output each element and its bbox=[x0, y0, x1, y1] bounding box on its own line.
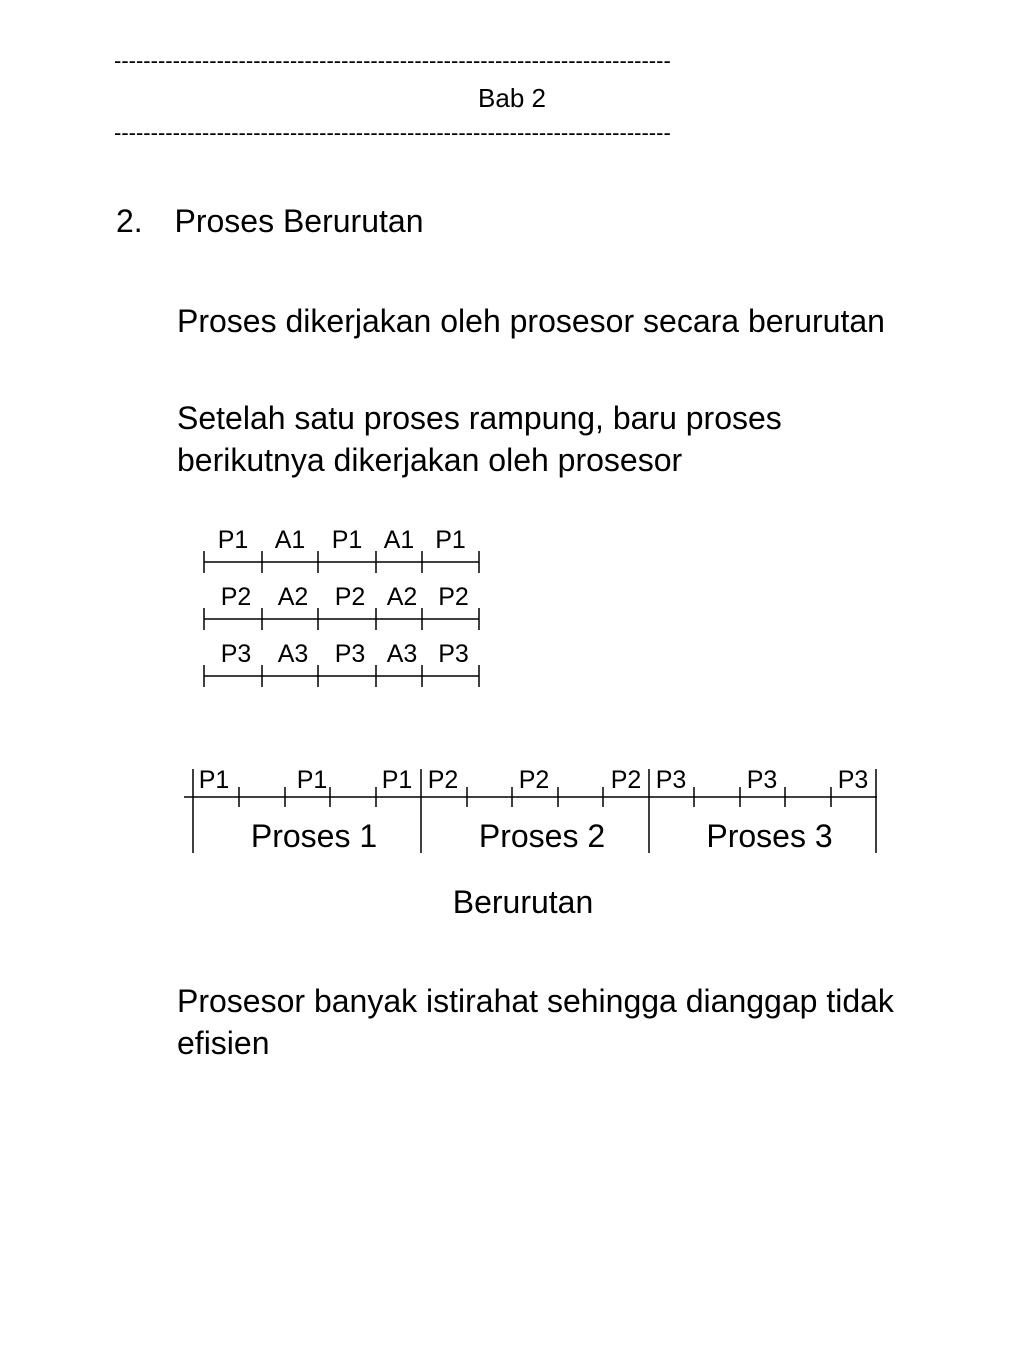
sequential-tick-label: P1 bbox=[296, 766, 328, 794]
process-timeline-rows bbox=[204, 526, 479, 687]
paragraph-after-process-done bbox=[177, 397, 782, 481]
timeline-segment-label: P2 bbox=[438, 583, 469, 611]
sequential-timeline bbox=[184, 766, 877, 854]
sequential-tick-label: P2 bbox=[427, 766, 459, 794]
header-rule-top: ---------------------------------------------------------------------------- bbox=[114, 48, 671, 73]
sequential-tick-label: P1 bbox=[381, 766, 413, 794]
timeline-segment-label: P2 bbox=[334, 583, 366, 611]
paragraph-line: Prosesor banyak istirahat sehingga dianggap tidak bbox=[177, 983, 894, 1019]
timeline-segment-label: A1 bbox=[383, 526, 415, 554]
paragraph-line: Setelah satu proses rampung, baru proses bbox=[177, 400, 782, 436]
timeline-segment-label: P1 bbox=[435, 526, 466, 554]
diagram-caption: Berurutan bbox=[452, 884, 594, 920]
timeline-segment-label: P3 bbox=[438, 640, 469, 668]
sequential-group-label: Proses 1 bbox=[250, 818, 378, 854]
sequential-tick-label: P1 bbox=[198, 766, 230, 794]
timeline-segment-label: P3 bbox=[334, 640, 366, 668]
section-title: Proses Berurutan bbox=[174, 203, 424, 239]
paragraph-sequential-processing: Proses dikerjakan oleh prosesor secara berurutan bbox=[177, 303, 885, 339]
sequential-group-label: Proses 3 bbox=[706, 818, 833, 854]
sequential-tick-label: P3 bbox=[837, 766, 869, 794]
chapter-title: Bab 2 bbox=[478, 83, 546, 113]
paragraph-inefficient bbox=[177, 980, 894, 1064]
sequential-tick-label: P2 bbox=[610, 766, 642, 794]
timeline-segment-label: P1 bbox=[331, 526, 363, 554]
timeline-segment-label: P2 bbox=[220, 583, 252, 611]
paragraph-line: berikutnya dikerjakan oleh prosesor bbox=[177, 442, 683, 478]
sequential-tick-label: P3 bbox=[746, 766, 778, 794]
timeline-segment-label: A1 bbox=[274, 526, 306, 554]
sequential-tick-label: P2 bbox=[518, 766, 550, 794]
timeline-segment-label: A3 bbox=[386, 640, 418, 668]
header-rule-bottom: ---------------------------------------------------------------------------- bbox=[114, 120, 671, 145]
timeline-segment-label: P1 bbox=[217, 526, 249, 554]
section-number: 2. bbox=[116, 203, 143, 239]
section-heading bbox=[116, 203, 423, 240]
paragraph-line: efisien bbox=[177, 1025, 270, 1061]
timeline-segment-label: A3 bbox=[277, 640, 309, 668]
sequential-group-label: Proses 2 bbox=[478, 818, 606, 854]
sequential-tick-label: P3 bbox=[655, 766, 687, 794]
timeline-segment-label: A2 bbox=[277, 583, 309, 611]
timeline-segment-label: A2 bbox=[386, 583, 418, 611]
timeline-segment-label: P3 bbox=[220, 640, 252, 668]
